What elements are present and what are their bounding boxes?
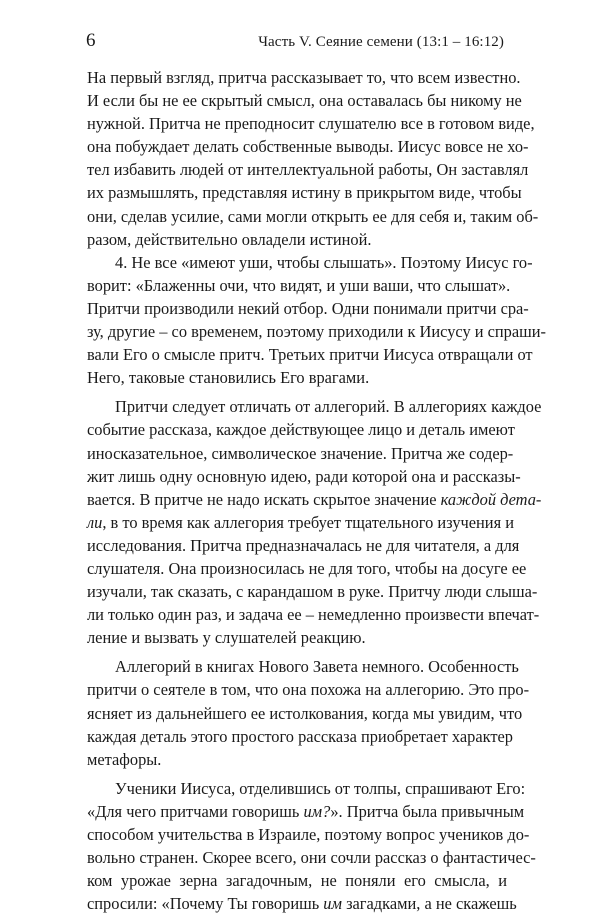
body-text xyxy=(87,66,546,915)
text-line: нужной. Притча не преподносит слушателю все в готовом виде, xyxy=(87,114,535,134)
text-line: ясняет из дальнейшего ее истолкования, когда мы увидим, что xyxy=(87,703,523,723)
paragraph xyxy=(87,655,530,770)
text-line: Притчи производили некий отбор. Одни понимали притчи сра- xyxy=(87,298,529,318)
text-line: метафоры. xyxy=(87,749,162,769)
chapter-title: Часть V. Сеяние семени (13:1 – 16:12) xyxy=(258,34,504,50)
text-line xyxy=(87,511,514,534)
text-line: тел избавить людей от интеллектуальной работы, Он заставлял xyxy=(87,160,529,180)
text-line: Аллегорий в книгах Нового Завета немного. Особенность xyxy=(115,657,519,677)
text-segment: спросили: «Почему Ты говоришь xyxy=(87,894,320,914)
text-segment: , в то время как аллегория требует тщательного изучения и xyxy=(102,512,514,532)
text-line: притчи о сеятеле в том, что она похожа на аллегорию. Это про- xyxy=(87,680,530,700)
text-line: ком урожае зерна загадочным, не поняли его смысла, и xyxy=(87,871,507,891)
text-segment: ». Притча была привычным xyxy=(330,801,525,821)
text-line: исследования. Притча предназначалась не для читателя, а для xyxy=(87,535,520,555)
paragraph xyxy=(87,251,546,390)
text-line: ли только один раз, и задача ее – немедленно произвести впечат- xyxy=(87,605,540,625)
text-line xyxy=(87,800,525,823)
text-line: жит лишь одну основную идею, ради которой она и рассказы- xyxy=(87,466,521,486)
text-line xyxy=(87,892,517,915)
running-head xyxy=(86,28,504,54)
text-line: она побуждает делать собственные выводы. Иисус вовсе не хо- xyxy=(87,137,529,157)
text-line: 4. Не все «имеют уши, чтобы слышать». Поэтому Иисус го- xyxy=(115,252,533,272)
text-line: каждая деталь этого простого рассказа приобретает характер xyxy=(87,726,513,746)
paragraph xyxy=(87,395,542,649)
text-line: способом учительства в Израиле, поэтому вопрос учеников до- xyxy=(87,825,530,844)
text-line: зу, другие – со временем, поэтому приходили к Иисусу и спраши- xyxy=(87,322,546,342)
text-line: изучали, так сказать, с карандашом в руке. Притчу люди слыша- xyxy=(87,582,538,602)
text-line: ление и вызвать у слушателей реакцию. xyxy=(87,628,366,648)
text-line: событие рассказа, каждое действующее лицо и деталь имеют xyxy=(87,420,515,440)
text-line: они, сделав усилие, сами могли открыть ее для себя и, таким об- xyxy=(87,206,539,226)
text-segment: вается. В притче не надо искать скрытое значение xyxy=(87,489,437,509)
text-line: ворит: «Блаженны очи, что видят, и уши ваши, что слышат». xyxy=(87,275,511,295)
italic-text: им xyxy=(323,894,342,914)
text-line: На первый взгляд, притча рассказывает то, что всем известно. xyxy=(87,68,521,87)
text-segment: «Для чего притчами говоришь xyxy=(87,801,300,821)
italic-text: каждой дета- xyxy=(440,489,542,509)
text-line: Него, таковые становились Его врагами. xyxy=(87,368,370,388)
text-line: И если бы не ее скрытый смысл, она оставалась бы никому не xyxy=(87,91,522,111)
text-line xyxy=(87,488,542,511)
text-line: слушателя. Она произносилась не для того, чтобы на досуге ее xyxy=(87,558,527,578)
text-line: Ученики Иисуса, отделившись от толпы, спрашивают Его: xyxy=(115,778,526,798)
text-line: вольно странен. Скорее всего, они сочли рассказ о фантастичес- xyxy=(87,848,536,868)
text-line: разом, действительно овладели истиной. xyxy=(87,229,372,249)
paragraph xyxy=(87,66,539,251)
text-line: Притчи следует отличать от аллегорий. В аллегориях каждое xyxy=(115,397,542,417)
text-line: их размышлять, представляя истину в прикрытом виде, чтобы xyxy=(87,183,522,203)
italic-text: им? xyxy=(303,801,331,821)
paragraph xyxy=(87,777,536,915)
page-number: 6 xyxy=(86,30,96,51)
italic-text: ли xyxy=(87,512,103,532)
text-segment: загадками, а не скажешь xyxy=(346,894,517,914)
text-line: вали Его о смысле притч. Третьих притчи Иисуса отвращали от xyxy=(87,345,533,365)
text-line: иносказательное, символическое значение. Притча же содер- xyxy=(87,443,514,463)
